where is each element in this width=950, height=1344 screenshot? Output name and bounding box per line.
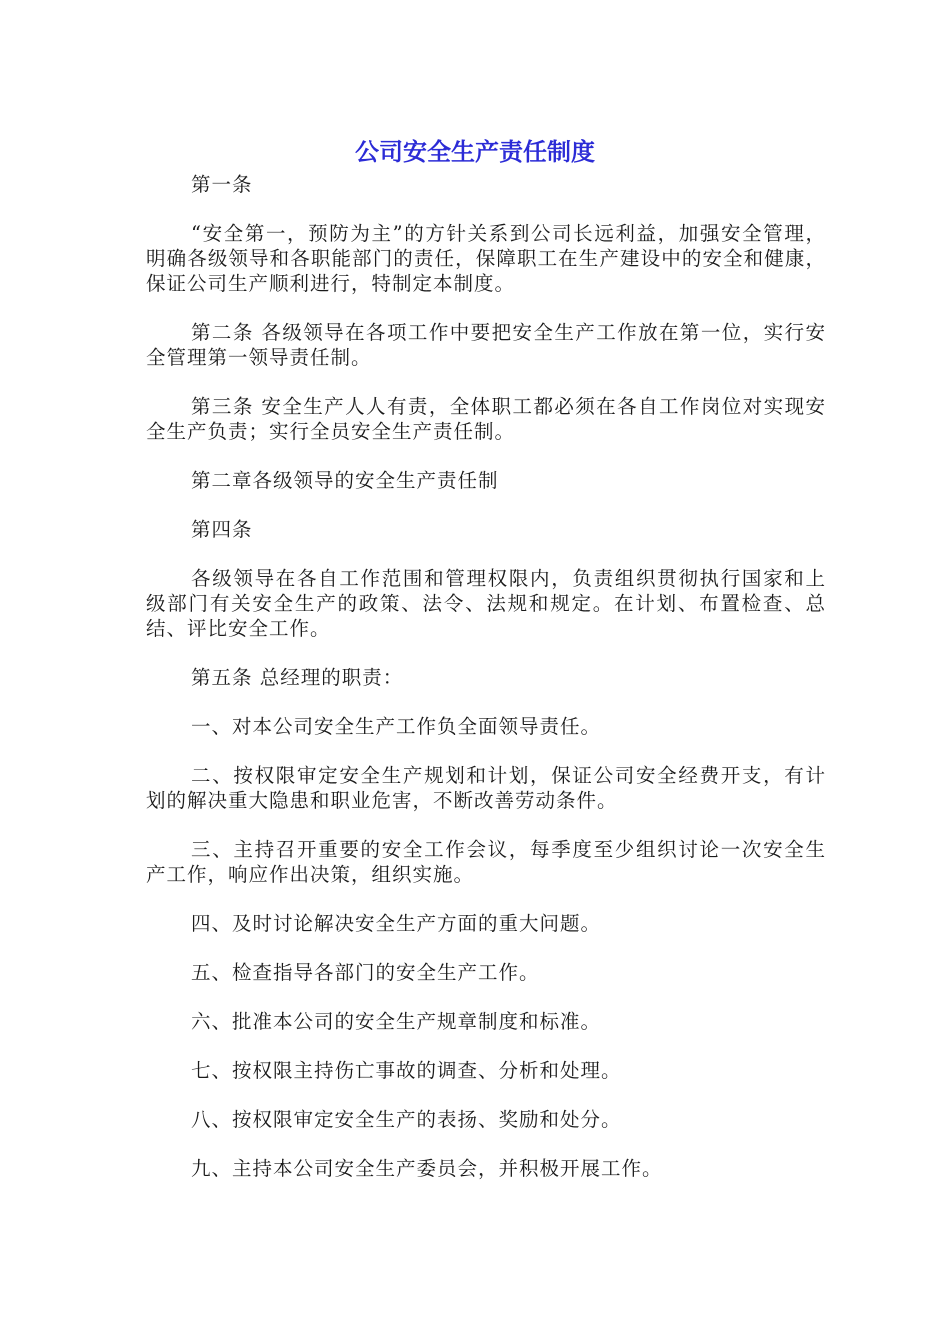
paragraph: 第四条 [191, 518, 253, 541]
document-body [146, 172, 826, 1181]
paragraph: 各级领导在各自工作范围和管理权限内，负责组织贯彻执行国家和上级部门有关安全生产的政策、法令、法规和规定。在计划、布置检查、总结、评比安全工作。 [146, 567, 826, 640]
paragraph: 五、检查指导各部门的安全生产工作。 [191, 961, 540, 984]
paragraph: 二、按权限审定安全生产规划和计划，保证公司安全经费开支，有计划的解决重大隐患和职业危害，不断改善劳动条件。 [146, 764, 826, 812]
paragraph: 四、及时讨论解决安全生产方面的重大问题。 [191, 912, 602, 935]
paragraph: 第二条 各级领导在各项工作中要把安全生产工作放在第一位，实行安全管理第一领导责任制。 [146, 321, 826, 369]
paragraph: 三、主持召开重要的安全工作会议，每季度至少组织讨论一次安全生产工作，响应作出决策，组织实施。 [146, 838, 826, 886]
paragraph: 七、按权限主持伤亡事故的调查、分析和处理。 [191, 1059, 622, 1082]
paragraph: 一、对本公司安全生产工作负全面领导责任。 [191, 715, 602, 738]
paragraph: 第二章各级领导的安全生产责任制 [191, 469, 499, 492]
paragraph: 第五条 总经理的职责： [191, 666, 404, 689]
paragraph: 九、主持本公司安全生产委员会，并积极开展工作。 [191, 1157, 663, 1180]
paragraph: “安全第一，预防为主”的方针关系到公司长远利益，加强安全管理，明确各级领导和各职能部门的责任，保障职工在生产建设中的安全和健康，保证公司生产顺利进行，特制定本制度。 [146, 222, 826, 295]
paragraph: 六、批准本公司的安全生产规章制度和标准。 [191, 1010, 602, 1033]
document-title: 公司安全生产责任制度 [355, 138, 595, 166]
paragraph: 第三条 安全生产人人有责，全体职工都必须在各自工作岗位对实现安全生产负责；实行全员安全生产责任制。 [146, 395, 826, 443]
paragraph: 第一条 [191, 173, 253, 196]
paragraph: 八、按权限审定安全生产的表扬、奖励和处分。 [191, 1108, 622, 1131]
